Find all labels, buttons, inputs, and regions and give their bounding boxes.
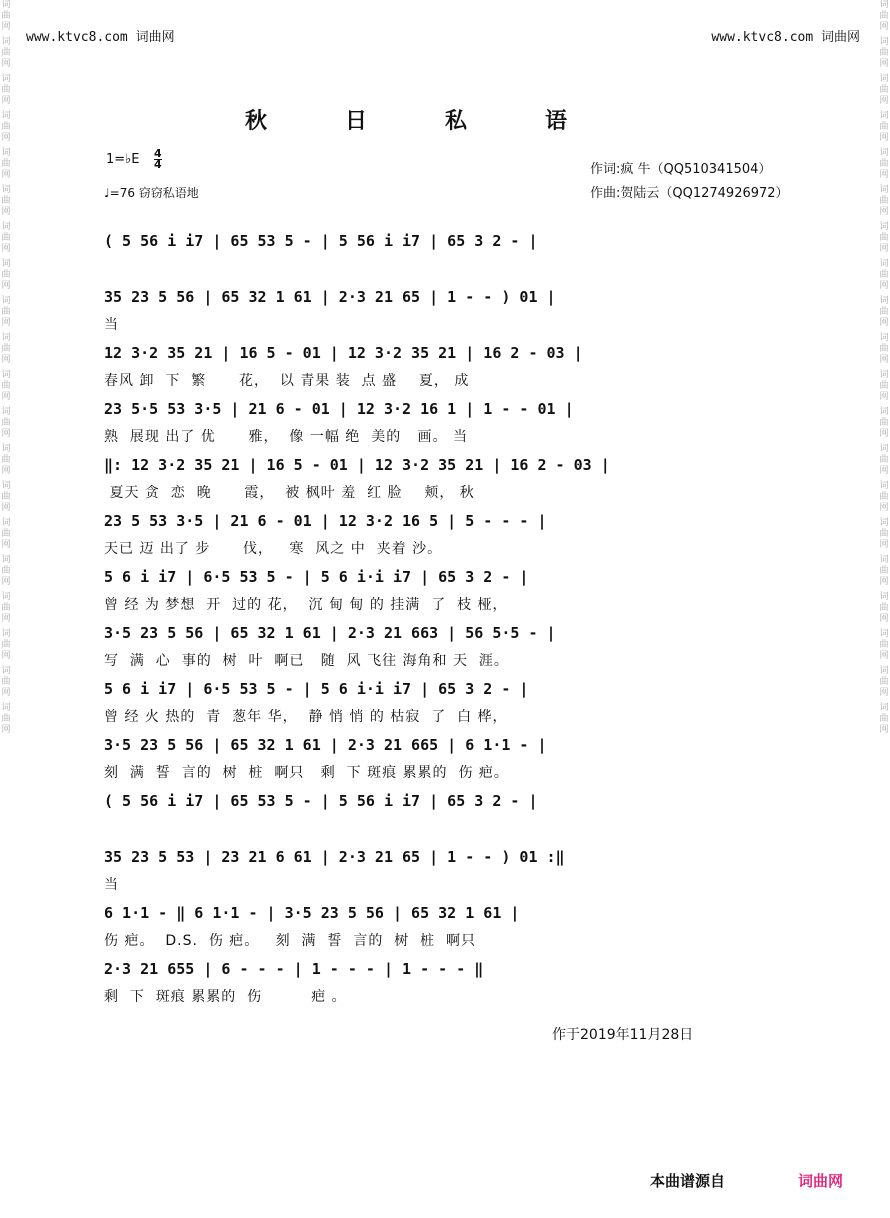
notation-line: 12 3·2 35 21 | 16 5 - 01 | 12 3·2 35 21 | 16 2 - 03 |: [104, 344, 583, 362]
side-watermark-left: [0, 0, 12, 1218]
key-signature: 1=♭E: [106, 152, 140, 167]
side-watermark-text: 词 曲 网: [879, 37, 889, 69]
lyrics-line: 刻 满 誓 言的 树 桩 啊只 剩 下 斑痕 累累的 伤 疤。: [104, 765, 509, 781]
notation-line: 23 5 53 3·5 | 21 6 - 01 | 12 3·2 16 5 | 5 - - - |: [104, 512, 547, 530]
side-watermark-text: 词 曲 网: [879, 407, 889, 439]
brand-link[interactable]: 词曲网: [798, 1172, 844, 1190]
side-watermark-text: 词 曲 网: [1, 0, 11, 32]
lyrics-line: 春风 卸 下 繁 花， 以 青果 装 点 盛 夏， 成: [104, 373, 470, 389]
side-watermark-text: 词 曲 网: [879, 148, 889, 180]
side-watermark-text: 词 曲 网: [1, 518, 11, 550]
lyrics-line: 当: [104, 317, 119, 333]
side-watermark-text: 词 曲 网: [879, 481, 889, 513]
side-watermark-text: 词 曲 网: [1, 629, 11, 661]
side-watermark-text: 词 曲 网: [1, 222, 11, 254]
side-watermark-text: 词 曲 网: [1, 592, 11, 624]
notation-line: 5 6 i i7 | 6·5 53 5 - | 5 6 i·i i7 | 65 3 2 - |: [104, 568, 529, 586]
side-watermark-text: 词 曲 网: [879, 222, 889, 254]
side-watermark-text: 词 曲 网: [1, 370, 11, 402]
side-watermark-text: 词 曲 网: [1, 37, 11, 69]
side-watermark-text: 词 曲 网: [879, 111, 889, 143]
side-watermark-text: 词 曲 网: [879, 703, 889, 735]
lyrics-line: 曾 经 为 梦想 开 过的 花， 沉 甸 甸 的 挂满 了 枝 桠，: [104, 597, 508, 613]
lyrics-line: 当: [104, 877, 119, 893]
header-url-left[interactable]: www.ktvc8.com 词曲网: [26, 30, 175, 45]
notation-line: 3·5 23 5 56 | 65 32 1 61 | 2·3 21 665 | 6 1·1 - |: [104, 736, 547, 754]
side-watermark-text: 词 曲 网: [879, 185, 889, 217]
notation-line: 35 23 5 56 | 65 32 1 61 | 2·3 21 65 | 1 - - ) 01 |: [104, 288, 556, 306]
side-watermark-text: 词 曲 网: [879, 555, 889, 587]
side-watermark-text: 词 曲 网: [879, 666, 889, 698]
composer-credit: 作曲:贺陆云（QQ1274926972）: [590, 186, 789, 201]
side-watermark-text: 词 曲 网: [879, 296, 889, 328]
notation-line: 35 23 5 53 | 23 21 6 61 | 2·3 21 65 | 1 - - ) 01 :‖: [104, 848, 565, 866]
side-watermark-text: 词 曲 网: [879, 74, 889, 106]
lyrics-line: 写 满 心 事的 树 叶 啊已 随 风 飞往 海角和 天 涯。: [104, 653, 509, 669]
side-watermark-right: [878, 0, 890, 1218]
side-watermark-text: 词 曲 网: [879, 444, 889, 476]
side-watermark-text: 词 曲 网: [1, 666, 11, 698]
side-watermark-text: 词 曲 网: [1, 296, 11, 328]
side-watermark-text: 词 曲 网: [1, 555, 11, 587]
side-watermark-text: 词 曲 网: [1, 444, 11, 476]
lyrics-line: 曾 经 火 热的 青 葱年 华， 静 悄 悄 的 枯寂 了 白 桦，: [104, 709, 508, 725]
notation-line: 5 6 i i7 | 6·5 53 5 - | 5 6 i·i i7 | 65 3 2 - |: [104, 680, 529, 698]
side-watermark-text: 词 曲 网: [1, 481, 11, 513]
side-watermark-text: 词 曲 网: [879, 592, 889, 624]
notation-line: ‖: 12 3·2 35 21 | 16 5 - 01 | 12 3·2 35 21 | 16 2 - 03 |: [104, 456, 610, 474]
notation-line: 23 5·5 53 3·5 | 21 6 - 01 | 12 3·2 16 1 | 1 - - 01 |: [104, 400, 574, 418]
side-watermark-text: 词 曲 网: [1, 74, 11, 106]
side-watermark-text: 词 曲 网: [879, 518, 889, 550]
source-label: 本曲谱源自: [650, 1172, 726, 1190]
side-watermark-text: 词 曲 网: [1, 185, 11, 217]
notation-line: ( 5 56 i i7 | 65 53 5 - | 5 56 i i7 | 65 3 2 - |: [104, 232, 538, 250]
side-watermark-text: 词 曲 网: [879, 333, 889, 365]
lyrics-line: 熟 展现 出了 优 雅， 像 一幅 绝 美的 画。 当: [104, 429, 469, 445]
side-watermark-text: 词 曲 网: [1, 703, 11, 735]
header-url-right[interactable]: www.ktvc8.com 词曲网: [711, 30, 860, 45]
time-signature: 4 4: [154, 147, 162, 171]
side-watermark-text: 词 曲 网: [1, 148, 11, 180]
side-watermark-text: 词 曲 网: [1, 407, 11, 439]
tempo-marking: ♩=76 窃窃私语地: [104, 186, 199, 200]
side-watermark-text: 词 曲 网: [1, 111, 11, 143]
side-watermark-text: 词 曲 网: [1, 259, 11, 291]
notation-line: 2·3 21 655 | 6 - - - | 1 - - - | 1 - - - ‖: [104, 960, 484, 978]
lyrics-line: 伤 疤。 D.S. 伤 疤。 刻 满 誓 言的 树 桩 啊只: [104, 933, 477, 949]
song-title: 秋日私语: [244, 108, 645, 134]
side-watermark-text: 词 曲 网: [879, 0, 889, 32]
side-watermark-text: 词 曲 网: [1, 333, 11, 365]
side-watermark-text: 词 曲 网: [879, 259, 889, 291]
lyricist-credit: 作词:疯 牛（QQ510341504）: [590, 162, 772, 177]
notation-line: 3·5 23 5 56 | 65 32 1 61 | 2·3 21 663 | 56 5·5 - |: [104, 624, 556, 642]
notation-line: ( 5 56 i i7 | 65 53 5 - | 5 56 i i7 | 65 3 2 - |: [104, 792, 538, 810]
notation-line: 6 1·1 - ‖ 6 1·1 - | 3·5 23 5 56 | 65 32 1 61 |: [104, 904, 520, 922]
lyrics-line: 天已 迈 出了 步 伐， 寒 风之 中 夹着 沙。: [104, 541, 443, 557]
lyrics-line: 剩 下 斑痕 累累的 伤 疤 。: [104, 989, 347, 1005]
side-watermark-text: 词 曲 网: [879, 629, 889, 661]
side-watermark-text: 词 曲 网: [879, 370, 889, 402]
lyrics-line: 夏天 贪 恋 晚 霞， 被 枫叶 羞 红 脸 颊， 秋: [104, 485, 475, 501]
composition-date: 作于2019年11月28日: [552, 1027, 694, 1043]
